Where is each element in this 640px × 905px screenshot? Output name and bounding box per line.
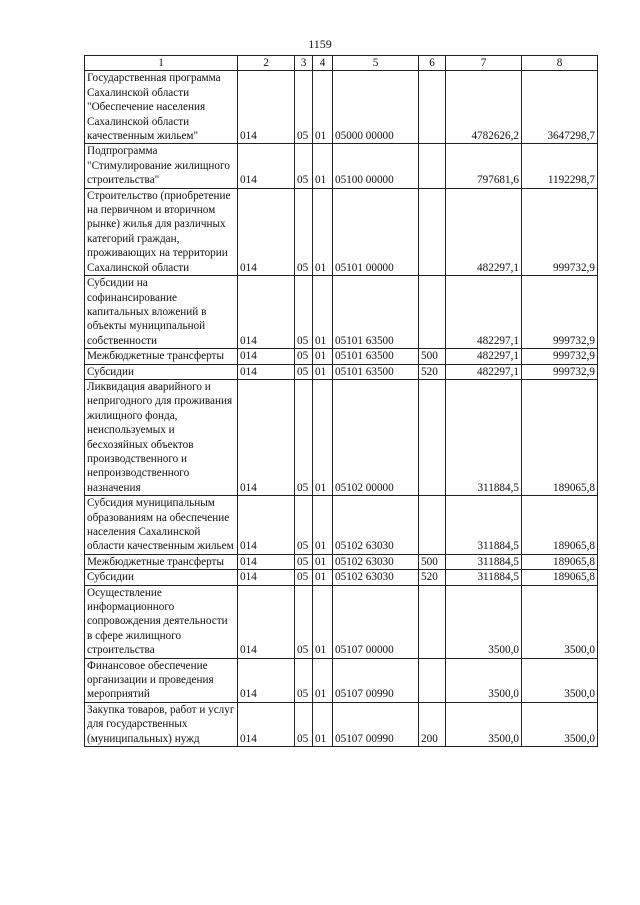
row-name-cell: Субсидия муниципальным образованиям на обеспечение населения Сахалинской области качественным жильем [85,496,238,555]
section-code-cell: 05 [295,71,313,144]
amount-col7-cell: 3500,0 [446,702,522,746]
section-code-cell: 05 [295,658,313,702]
expense-type-cell: 500 [419,554,446,569]
section-code-cell: 05 [295,276,313,349]
row-name-cell: Закупка товаров, работ и услуг для государственных (муниципальных) нужд [85,702,238,746]
section-code-cell: 05 [295,570,313,585]
amount-col8-cell: 189065,8 [522,496,598,555]
amount-col8-cell: 3500,0 [522,658,598,702]
ministry-code-cell: 014 [238,554,295,569]
row-name-cell: Субсидии [85,364,238,379]
subsection-code-cell: 01 [313,658,333,702]
section-code-cell: 05 [295,188,313,275]
amount-col7-cell: 311884,5 [446,554,522,569]
amount-col8-cell: 999732,9 [522,276,598,349]
section-code-cell: 05 [295,144,313,188]
table-row [85,585,598,658]
target-article-cell: 05102 63030 [333,554,419,569]
amount-col8-cell: 999732,9 [522,188,598,275]
ministry-code-cell: 014 [238,364,295,379]
subsection-code-cell: 01 [313,570,333,585]
amount-col8-cell: 3500,0 [522,702,598,746]
page-number: 1159 [308,37,332,51]
expense-type-cell [419,188,446,275]
amount-col7-cell: 482297,1 [446,276,522,349]
amount-col7-cell: 311884,5 [446,496,522,555]
section-code-cell: 05 [295,379,313,495]
amount-col8-cell: 3500,0 [522,585,598,658]
amount-col8-cell: 999732,9 [522,349,598,364]
target-article-cell: 05107 00990 [333,702,419,746]
table-row [85,364,598,379]
target-article-cell: 05101 00000 [333,188,419,275]
row-name-cell: Субсидии [85,570,238,585]
table-row [85,496,598,555]
subsection-code-cell: 01 [313,349,333,364]
row-name-cell: Субсидии на софинансирование капитальных вложений в объекты муниципальной собственности [85,276,238,349]
column-header: 5 [333,56,419,71]
target-article-cell: 05101 63500 [333,364,419,379]
section-code-cell: 05 [295,349,313,364]
expense-type-cell [419,658,446,702]
section-code-cell: 05 [295,364,313,379]
column-header: 2 [238,56,295,71]
section-code-cell: 05 [295,702,313,746]
table-row [85,702,598,746]
amount-col7-cell: 3500,0 [446,585,522,658]
amount-col8-cell: 1192298,7 [522,144,598,188]
subsection-code-cell: 01 [313,379,333,495]
ministry-code-cell: 014 [238,144,295,188]
target-article-cell: 05102 63030 [333,496,419,555]
target-article-cell: 05102 63030 [333,570,419,585]
ministry-code-cell: 014 [238,71,295,144]
target-article-cell: 05101 63500 [333,276,419,349]
expense-type-cell [419,496,446,555]
ministry-code-cell: 014 [238,349,295,364]
row-name-cell: Финансовое обеспечение организации и проведения мероприятий [85,658,238,702]
amount-col7-cell: 311884,5 [446,379,522,495]
table-row [85,188,598,275]
amount-col7-cell: 4782626,2 [446,71,522,144]
row-name-cell: Межбюджетные трансферты [85,349,238,364]
subsection-code-cell: 01 [313,496,333,555]
table-row [85,658,598,702]
column-header: 6 [419,56,446,71]
amount-col8-cell: 3647298,7 [522,71,598,144]
ministry-code-cell: 014 [238,496,295,555]
ministry-code-cell: 014 [238,276,295,349]
amount-col7-cell: 797681,6 [446,144,522,188]
section-code-cell: 05 [295,496,313,555]
section-code-cell: 05 [295,554,313,569]
amount-col7-cell: 3500,0 [446,658,522,702]
table-row [85,144,598,188]
target-article-cell: 05000 00000 [333,71,419,144]
ministry-code-cell: 014 [238,702,295,746]
subsection-code-cell: 01 [313,585,333,658]
amount-col7-cell: 482297,1 [446,364,522,379]
subsection-code-cell: 01 [313,702,333,746]
subsection-code-cell: 01 [313,364,333,379]
amount-col7-cell: 482297,1 [446,188,522,275]
expense-type-cell: 500 [419,349,446,364]
expense-type-cell [419,144,446,188]
expense-type-cell [419,276,446,349]
ministry-code-cell: 014 [238,570,295,585]
target-article-cell: 05101 63500 [333,349,419,364]
column-header: 1 [85,56,238,71]
amount-col8-cell: 189065,8 [522,379,598,495]
column-header: 8 [522,56,598,71]
row-name-cell: Межбюджетные трансферты [85,554,238,569]
ministry-code-cell: 014 [238,188,295,275]
row-name-cell: Строительство (приобретение на первичном и вторичном рынке) жилья для различных категорий граждан, проживающих на территории Сахалинской области [85,188,238,275]
row-name-cell: Подпрограмма "Стимулирование жилищного строительства" [85,144,238,188]
table-row [85,570,598,585]
amount-col8-cell: 189065,8 [522,554,598,569]
row-name-cell: Государственная программа Сахалинской области "Обеспечение населения Сахалинской области качественным жильем" [85,71,238,144]
subsection-code-cell: 01 [313,554,333,569]
amount-col7-cell: 482297,1 [446,349,522,364]
table-row [85,349,598,364]
expense-type-cell [419,585,446,658]
amount-col8-cell: 999732,9 [522,364,598,379]
amount-col7-cell: 311884,5 [446,570,522,585]
table-row [85,379,598,495]
section-code-cell: 05 [295,585,313,658]
row-name-cell: Осуществление информационного сопровождения деятельности в сфере жилищного строительства [85,585,238,658]
ministry-code-cell: 014 [238,585,295,658]
table-header-row [85,56,598,71]
table-row [85,554,598,569]
subsection-code-cell: 01 [313,144,333,188]
budget-table [84,55,598,747]
ministry-code-cell: 014 [238,658,295,702]
subsection-code-cell: 01 [313,71,333,144]
table-row [85,71,598,144]
subsection-code-cell: 01 [313,188,333,275]
column-header: 4 [313,56,333,71]
amount-col8-cell: 189065,8 [522,570,598,585]
expense-type-cell: 520 [419,364,446,379]
subsection-code-cell: 01 [313,276,333,349]
column-header: 3 [295,56,313,71]
target-article-cell: 05107 00990 [333,658,419,702]
expense-type-cell: 200 [419,702,446,746]
target-article-cell: 05102 00000 [333,379,419,495]
expense-type-cell: 520 [419,570,446,585]
table-row [85,276,598,349]
target-article-cell: 05100 00000 [333,144,419,188]
expense-type-cell [419,379,446,495]
row-name-cell: Ликвидация аварийного и непригодного для проживания жилищного фонда, неиспользуемых и бесхозяйных объектов производственного и непроизводственного назначения [85,379,238,495]
target-article-cell: 05107 00000 [333,585,419,658]
ministry-code-cell: 014 [238,379,295,495]
expense-type-cell [419,71,446,144]
column-header: 7 [446,56,522,71]
